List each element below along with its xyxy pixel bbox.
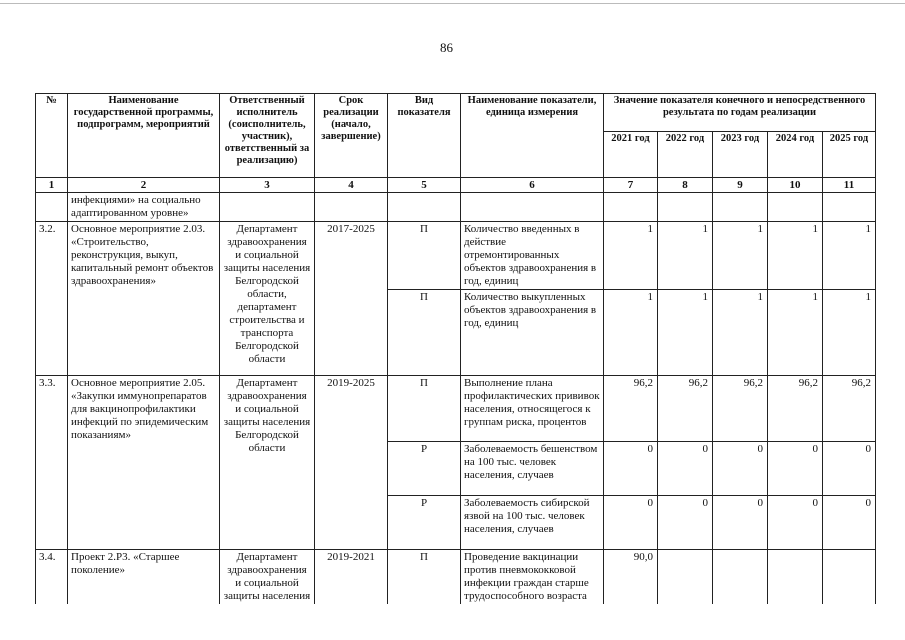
value-2021: 90,0 bbox=[604, 550, 658, 605]
value-2024: 1 bbox=[768, 290, 823, 376]
value-2022: 0 bbox=[658, 442, 713, 496]
table-row bbox=[36, 550, 876, 605]
value-2022 bbox=[658, 550, 713, 605]
continuation-row bbox=[36, 193, 876, 222]
indicator-type: П bbox=[388, 222, 461, 290]
indicator-type: Р bbox=[388, 496, 461, 550]
header-num: № bbox=[36, 94, 68, 178]
indicator-name: Проведение вакцинации против пневмококковой инфекции граждан старше трудоспособного возраста bbox=[461, 550, 604, 605]
value-2022: 0 bbox=[658, 496, 713, 550]
value-2024: 96,2 bbox=[768, 376, 823, 442]
header-year-2025: 2025 год bbox=[823, 132, 876, 178]
indicators-table bbox=[35, 93, 876, 604]
column-number: 4 bbox=[315, 178, 388, 193]
header-year-2021: 2021 год bbox=[604, 132, 658, 178]
item-period: 2017-2025 bbox=[315, 222, 388, 376]
scan-mark bbox=[0, 3, 905, 4]
header-executor: Ответственный исполнитель (соисполнитель, участник), ответственный за реализацию) bbox=[220, 94, 315, 178]
header-period: Срок реализации (начало, завершение) bbox=[315, 94, 388, 178]
indicator-name: Количество введенных в действие отремонтированных объектов здравоохранения в год, единиц bbox=[461, 222, 604, 290]
indicator-type: Р bbox=[388, 442, 461, 496]
item-number: 3.2. bbox=[36, 222, 68, 376]
value-2021: 1 bbox=[604, 290, 658, 376]
continuation-text: инфекциями» на социально адаптированном уровне» bbox=[68, 193, 220, 222]
value-2023: 1 bbox=[713, 222, 768, 290]
column-number: 10 bbox=[768, 178, 823, 193]
column-number: 2 bbox=[68, 178, 220, 193]
value-2025: 96,2 bbox=[823, 376, 876, 442]
value-2021: 0 bbox=[604, 496, 658, 550]
value-2024: 0 bbox=[768, 496, 823, 550]
value-2021: 96,2 bbox=[604, 376, 658, 442]
column-number: 7 bbox=[604, 178, 658, 193]
indicator-name: Заболеваемость бешенством на 100 тыс. человек населения, случаев bbox=[461, 442, 604, 496]
header-row bbox=[36, 94, 876, 132]
indicator-name: Выполнение плана профилактических прививок населения, относящегося к группам риска, процентов bbox=[461, 376, 604, 442]
value-2021: 0 bbox=[604, 442, 658, 496]
column-number: 1 bbox=[36, 178, 68, 193]
column-number: 5 bbox=[388, 178, 461, 193]
item-period: 2019-2021 bbox=[315, 550, 388, 605]
column-number: 9 bbox=[713, 178, 768, 193]
indicator-name: Количество выкупленных объектов здравоохранения в год, единиц bbox=[461, 290, 604, 376]
value-2024: 0 bbox=[768, 442, 823, 496]
value-2024 bbox=[768, 550, 823, 605]
header-values-group: Значение показателя конечного и непосредственного результата по годам реализации bbox=[604, 94, 876, 132]
header-year-2023: 2023 год bbox=[713, 132, 768, 178]
item-executor: Департамент здравоохранения и социальной защиты населения bbox=[220, 550, 315, 605]
header-year-2022: 2022 год bbox=[658, 132, 713, 178]
header-indicator-name: Наименование показатели, единица измерения bbox=[461, 94, 604, 178]
value-2025: 1 bbox=[823, 222, 876, 290]
table-row bbox=[36, 222, 876, 290]
item-number: 3.4. bbox=[36, 550, 68, 605]
column-number: 6 bbox=[461, 178, 604, 193]
column-number: 3 bbox=[220, 178, 315, 193]
item-name: Проект 2.Р3. «Старшее поколение» bbox=[68, 550, 220, 605]
value-2023: 96,2 bbox=[713, 376, 768, 442]
indicator-type: П bbox=[388, 290, 461, 376]
header-year-2024: 2024 год bbox=[768, 132, 823, 178]
value-2024: 1 bbox=[768, 222, 823, 290]
item-number: 3.3. bbox=[36, 376, 68, 550]
value-2025: 0 bbox=[823, 496, 876, 550]
header-program-name: Наименование государственной программы, подпрограмм, мероприятий bbox=[68, 94, 220, 178]
indicator-name: Заболеваемость сибирской язвой на 100 тыс. человек населения, случаев bbox=[461, 496, 604, 550]
indicator-type: П bbox=[388, 376, 461, 442]
item-period: 2019-2025 bbox=[315, 376, 388, 550]
value-2025: 0 bbox=[823, 442, 876, 496]
item-executor: Департамент здравоохранения и социальной защиты населения Белгородской области, департамент строительства и транспорта Белгородской области bbox=[220, 222, 315, 376]
item-name: Основное мероприятие 2.05. «Закупки иммунопрепаратов для вакцинопрофилактики инфекций по эпидемическим показаниям» bbox=[68, 376, 220, 550]
value-2021: 1 bbox=[604, 222, 658, 290]
column-number: 8 bbox=[658, 178, 713, 193]
value-2025: 1 bbox=[823, 290, 876, 376]
header-indicator-type: Вид показателя bbox=[388, 94, 461, 178]
value-2023 bbox=[713, 550, 768, 605]
page-number: 86 bbox=[440, 40, 453, 55]
value-2023: 0 bbox=[713, 442, 768, 496]
column-number: 11 bbox=[823, 178, 876, 193]
item-name: Основное мероприятие 2.03. «Строительство, реконструкция, выкуп, капитальный ремонт объектов здравоохранения» bbox=[68, 222, 220, 376]
value-2022: 1 bbox=[658, 222, 713, 290]
value-2023: 0 bbox=[713, 496, 768, 550]
item-executor: Департамент здравоохранения и социальной защиты населения Белгородской области bbox=[220, 376, 315, 550]
value-2022: 1 bbox=[658, 290, 713, 376]
column-numbers-row bbox=[36, 178, 876, 193]
value-2023: 1 bbox=[713, 290, 768, 376]
indicator-type: П bbox=[388, 550, 461, 605]
table-row bbox=[36, 376, 876, 442]
value-2025 bbox=[823, 550, 876, 605]
value-2022: 96,2 bbox=[658, 376, 713, 442]
